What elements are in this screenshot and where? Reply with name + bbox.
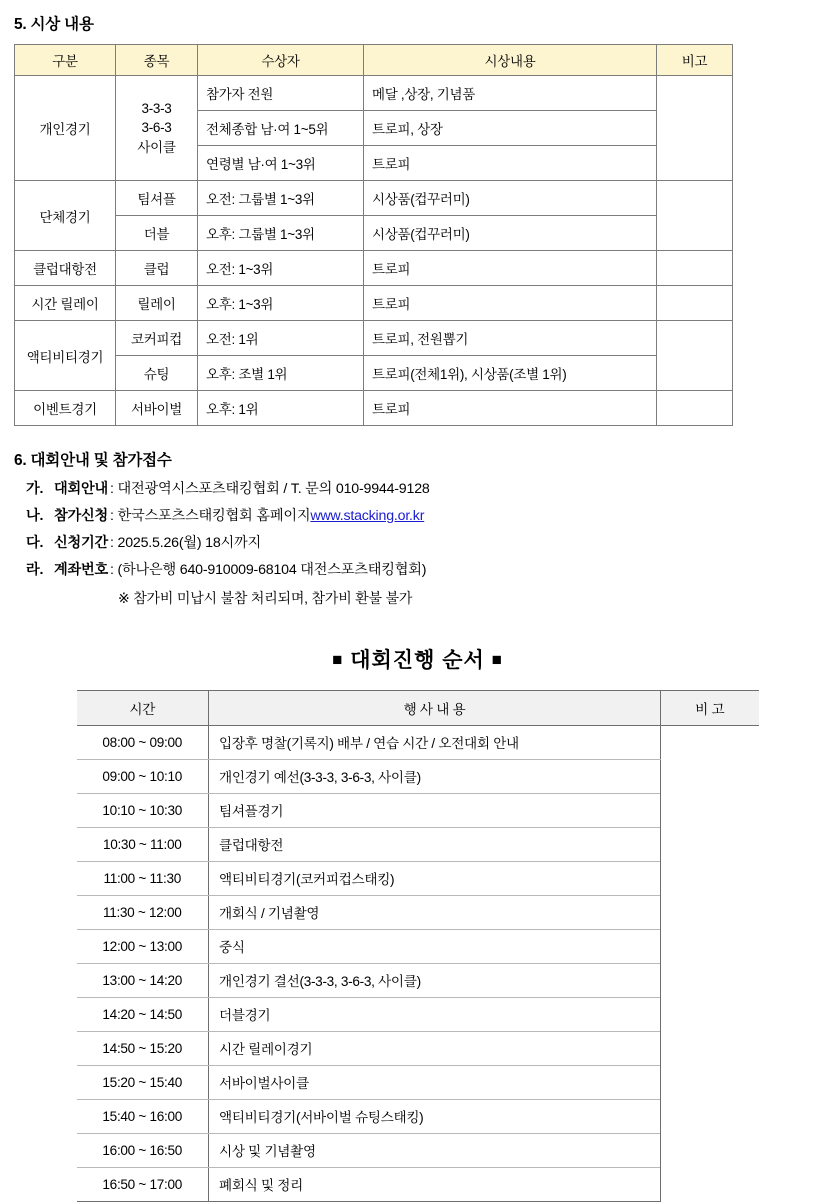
- schedule-header-event: 행 사 내 용: [209, 690, 661, 725]
- awards-cell-group: 이벤트경기: [15, 391, 116, 426]
- table-row: [77, 929, 759, 963]
- schedule-cell-time: 15:20 ~ 15:40: [77, 1065, 209, 1099]
- info-item-label: 다.: [26, 534, 44, 551]
- schedule-cell-event: 시상 및 기념촬영: [209, 1133, 661, 1167]
- awards-cell-winner: 오전: 1~3위: [198, 251, 364, 286]
- awards-event-line1: 3-3-3: [141, 100, 172, 116]
- schedule-cell-event: 시간 릴레이경기: [209, 1031, 661, 1065]
- table-row: [15, 286, 733, 321]
- schedule-cell-time: 09:00 ~ 10:10: [77, 759, 209, 793]
- awards-cell-remark: [657, 251, 733, 286]
- schedule-table-wrapper: [77, 690, 759, 1202]
- awards-cell-group: 시간 릴레이: [15, 286, 116, 321]
- schedule-cell-time: 16:50 ~ 17:00: [77, 1167, 209, 1201]
- awards-cell-award: 트로피(전체1위), 시상품(조별 1위): [364, 356, 657, 391]
- awards-cell-award: 시상품(컵꾸러미): [364, 181, 657, 216]
- info-list: [26, 480, 835, 608]
- schedule-cell-time: 11:00 ~ 11:30: [77, 861, 209, 895]
- info-section-heading: [14, 448, 835, 470]
- table-row: [77, 1167, 759, 1201]
- schedule-cell-event: 개인경기 결선(3-3-3, 3-6-3, 사이클): [209, 963, 661, 997]
- awards-header-remark: 비고: [657, 45, 733, 76]
- awards-cell-group: 개인경기: [15, 76, 116, 181]
- schedule-cell-event: 액티비티경기(서바이벌 슈팅스태킹): [209, 1099, 661, 1133]
- schedule-cell-time: 12:00 ~ 13:00: [77, 929, 209, 963]
- schedule-cell-event: 더블경기: [209, 997, 661, 1031]
- awards-event-line3: 사이클: [137, 139, 176, 155]
- info-item-key: 계좌번호: [54, 561, 109, 578]
- schedule-title: [0, 644, 835, 674]
- awards-table-header-row: [15, 45, 733, 76]
- info-section-number: 6.: [14, 452, 27, 469]
- awards-section-number: 5.: [14, 16, 27, 33]
- info-section: [0, 448, 835, 608]
- schedule-cell-time: 10:10 ~ 10:30: [77, 793, 209, 827]
- list-item: [26, 480, 835, 500]
- awards-cell-winner: 오후: 1~3위: [198, 286, 364, 321]
- awards-cell-award: 트로피, 전원뽑기: [364, 321, 657, 356]
- awards-cell-event: 팀셔플: [116, 181, 198, 216]
- info-item-value: : 한국스포츠스태킹협회 홈페이지: [110, 507, 311, 524]
- awards-cell-event: [116, 76, 198, 181]
- table-row: [77, 725, 759, 759]
- awards-cell-remark: [657, 321, 733, 391]
- awards-cell-remark: [657, 181, 733, 251]
- list-item: [26, 561, 835, 581]
- schedule-cell-time: 08:00 ~ 09:00: [77, 725, 209, 759]
- table-row: [15, 76, 733, 111]
- schedule-cell-event: 입장후 명찰(기록지) 배부 / 연습 시간 / 오전대회 안내: [209, 725, 661, 759]
- info-item-label: 라.: [26, 561, 44, 578]
- awards-cell-event: 서바이벌: [116, 391, 198, 426]
- title-mark-left: ■: [332, 649, 344, 669]
- info-note: ※ 참가비 미납시 불참 처리되며, 참가비 환불 불가: [118, 589, 413, 606]
- schedule-cell-remark: [661, 725, 759, 1201]
- awards-cell-award: 트로피, 상장: [364, 111, 657, 146]
- awards-header-winner: 수상자: [198, 45, 364, 76]
- list-item: [26, 534, 835, 554]
- table-row: [77, 1099, 759, 1133]
- awards-cell-winner: 오전: 1위: [198, 321, 364, 356]
- awards-cell-winner: 오전: 그룹별 1~3위: [198, 181, 364, 216]
- table-row: [15, 181, 733, 216]
- awards-cell-group: 단체경기: [15, 181, 116, 251]
- awards-table-wrapper: [14, 44, 732, 426]
- awards-cell-group: 액티비티경기: [15, 321, 116, 391]
- awards-header-award: 시상내용: [364, 45, 657, 76]
- awards-cell-award: 트로피: [364, 251, 657, 286]
- info-item-value: : (하나은행 640-910009-68104 대전스포츠태킹협회): [110, 561, 427, 578]
- awards-section-title: 시상 내용: [30, 16, 94, 33]
- schedule-cell-time: 11:30 ~ 12:00: [77, 895, 209, 929]
- table-row: [15, 356, 733, 391]
- info-item-key: 참가신청: [54, 507, 109, 524]
- table-row: [15, 251, 733, 286]
- table-row: [15, 391, 733, 426]
- awards-cell-winner: 전체종합 남·여 1~5위: [198, 111, 364, 146]
- awards-cell-award: 트로피: [364, 391, 657, 426]
- schedule-cell-event: 클럽대항전: [209, 827, 661, 861]
- schedule-cell-event: 개회식 / 기념촬영: [209, 895, 661, 929]
- schedule-cell-time: 16:00 ~ 16:50: [77, 1133, 209, 1167]
- schedule-cell-time: 13:00 ~ 14:20: [77, 963, 209, 997]
- schedule-table: [77, 690, 759, 1202]
- awards-table: [14, 44, 733, 426]
- schedule-title-text: 대회진행 순서: [350, 648, 485, 672]
- schedule-cell-time: 10:30 ~ 11:00: [77, 827, 209, 861]
- awards-cell-remark: [657, 286, 733, 321]
- awards-cell-award: 트로피: [364, 146, 657, 181]
- schedule-cell-event: 폐회식 및 정리: [209, 1167, 661, 1201]
- schedule-header-time: 시간: [77, 690, 209, 725]
- schedule-cell-time: 14:20 ~ 14:50: [77, 997, 209, 1031]
- awards-cell-event: 클럽: [116, 251, 198, 286]
- table-row: [77, 997, 759, 1031]
- schedule-cell-event: 서바이벌사이클: [209, 1065, 661, 1099]
- awards-cell-group: 클럽대항전: [15, 251, 116, 286]
- info-item-label: 나.: [26, 507, 44, 524]
- info-item-key: 대회안내: [54, 481, 109, 497]
- table-row: [77, 793, 759, 827]
- stacking-website-link[interactable]: www.stacking.or.kr: [310, 507, 425, 524]
- schedule-cell-time: 15:40 ~ 16:00: [77, 1099, 209, 1133]
- schedule-header-row: [77, 690, 759, 725]
- awards-event-line2: 3-6-3: [141, 120, 172, 136]
- schedule-cell-time: 14:50 ~ 15:20: [77, 1031, 209, 1065]
- table-row: [77, 1031, 759, 1065]
- awards-header-event: 종목: [116, 45, 198, 76]
- awards-cell-award: 메달 ,상장, 기념품: [364, 76, 657, 111]
- awards-header-group: 구분: [15, 45, 116, 76]
- info-item-value: : 2025.5.26(월) 18시까지: [110, 534, 262, 551]
- table-row: [77, 759, 759, 793]
- awards-cell-winner: 오후: 조별 1위: [198, 356, 364, 391]
- awards-cell-remark: [657, 76, 733, 181]
- schedule-cell-event: 팀셔플경기: [209, 793, 661, 827]
- table-row: [77, 963, 759, 997]
- schedule-cell-event: 액티비티경기(코커피컵스태킹): [209, 861, 661, 895]
- info-item-value: : 대전광역시스포츠태킹협회 / T. 문의 010-9944-9128: [110, 481, 430, 497]
- awards-cell-winner: 참가자 전원: [198, 76, 364, 111]
- awards-section-heading: [14, 12, 835, 34]
- awards-cell-event: 슈팅: [116, 356, 198, 391]
- table-row: [77, 1065, 759, 1099]
- table-row: [15, 216, 733, 251]
- title-mark-right: ■: [491, 649, 503, 669]
- info-item-label: 가.: [26, 481, 44, 497]
- table-row: [77, 895, 759, 929]
- table-row: [77, 827, 759, 861]
- schedule-header-remark: 비 고: [661, 690, 759, 725]
- awards-cell-winner: 오후: 1위: [198, 391, 364, 426]
- table-row: [15, 321, 733, 356]
- awards-cell-remark: [657, 391, 733, 426]
- table-row: [77, 1133, 759, 1167]
- schedule-cell-event: 중식: [209, 929, 661, 963]
- table-row: [77, 861, 759, 895]
- info-section-title: 대회안내 및 참가접수: [30, 452, 172, 469]
- awards-cell-award: 트로피: [364, 286, 657, 321]
- list-item: [26, 507, 835, 527]
- awards-cell-winner: 오후: 그룹별 1~3위: [198, 216, 364, 251]
- awards-cell-event: 릴레이: [116, 286, 198, 321]
- awards-cell-event: 더블: [116, 216, 198, 251]
- awards-cell-winner: 연령별 남·여 1~3위: [198, 146, 364, 181]
- info-item-key: 신청기간: [54, 534, 109, 551]
- schedule-cell-event: 개인경기 예선(3-3-3, 3-6-3, 사이클): [209, 759, 661, 793]
- awards-cell-event: 코커피컵: [116, 321, 198, 356]
- awards-cell-award: 시상품(컵꾸러미): [364, 216, 657, 251]
